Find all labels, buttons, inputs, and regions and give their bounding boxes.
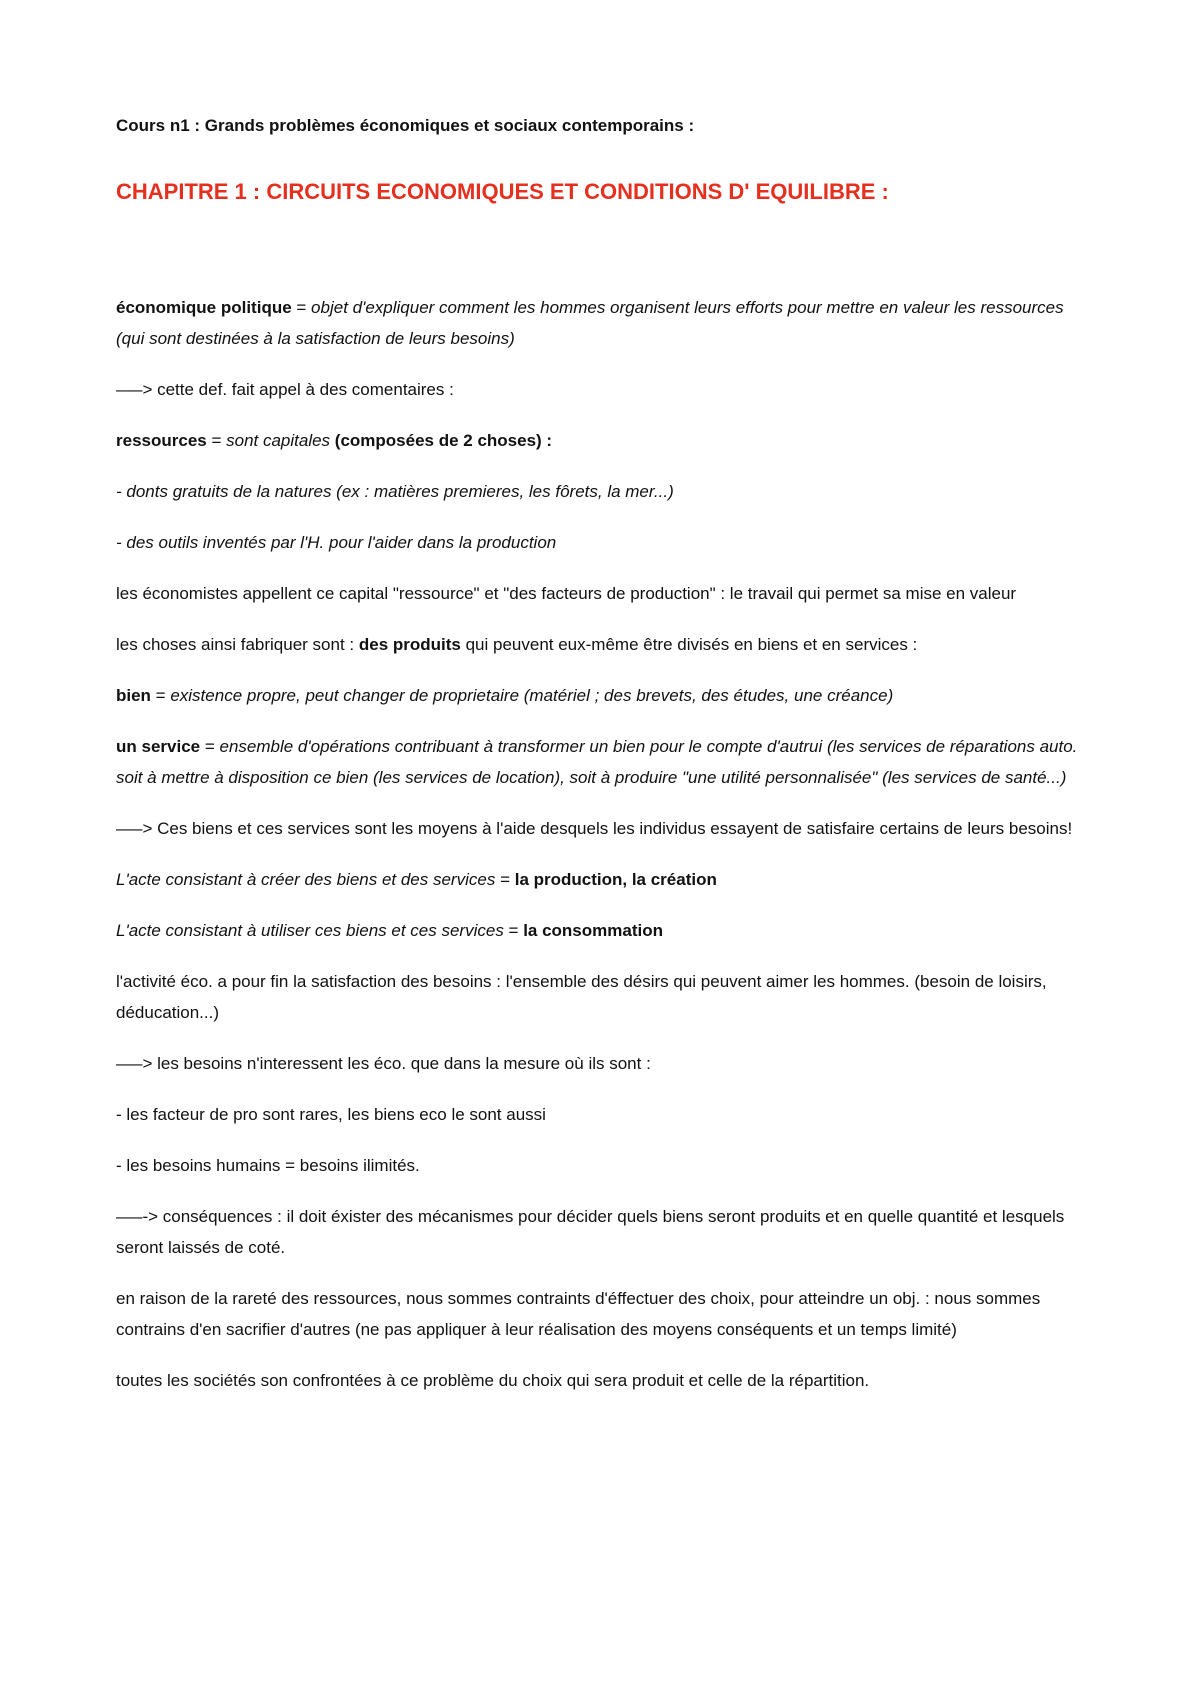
separator: =: [495, 870, 515, 889]
paragraph-consequences: –—-> conséquences : il doit éxister des mécanismes pour décider quels biens seront produits et en quelle quantité et lesquels seront laissés de coté.: [116, 1207, 1065, 1257]
separator: =: [206, 431, 227, 450]
term: économique politique: [116, 298, 292, 317]
paragraph-economie-politique: [116, 292, 1096, 354]
paragraph-besoins: –—> les besoins n'interessent les éco. que dans la mesure où ils sont :: [116, 1054, 651, 1073]
separator: =: [291, 298, 312, 317]
paragraph-activite: l'activité éco. a pour fin la satisfaction des besoins : l'ensemble des désirs qui peuvent aimer les hommes. (besoin de loisirs, déducation...): [116, 972, 1047, 1022]
separator: =: [503, 921, 524, 940]
paragraph-rarete: en raison de la rareté des ressources, nous sommes contraints d'éffectuer des choix, pour atteindre un obj. : nous sommes contrains d'en sacrifier d'autres (ne pas appliquer à leur réalisation des moyens conséquents et un temps limité): [116, 1289, 1041, 1339]
text-italic: L'acte consistant à utiliser ces biens et ces services: [116, 921, 504, 940]
list-item-facteurs: - les facteur de pro sont rares, les biens eco le sont aussi: [116, 1105, 546, 1124]
list-item-dons-gratuits: - donts gratuits de la natures (ex : matières premieres, les fôrets, la mer...): [116, 482, 674, 501]
paragraph-societes: toutes les sociétés son confrontées à ce problème du choix qui sera produit et celle de la répartition.: [116, 1371, 870, 1390]
term: ressources: [116, 431, 207, 450]
text-bold: la production, la création: [514, 870, 717, 889]
text-pre: les choses ainsi fabriquer sont :: [116, 635, 359, 654]
term: un service: [116, 737, 201, 756]
list-item-besoins-humains: - les besoins humains = besoins ilimités.: [116, 1156, 420, 1175]
definition: sont capitales: [226, 431, 331, 450]
paragraph-service: [116, 731, 1096, 793]
term: bien: [116, 686, 151, 705]
definition: ensemble d'opérations contribuant à transformer un bien pour le compte d'autrui (les services de réparations auto. soit à mettre à disposition ce bien (les services de location), soit à produire "une utilité personnalisée" (les services de santé...): [116, 737, 1078, 787]
list-item-outils: - des outils inventés par l'H. pour l'aider dans la production: [116, 533, 557, 552]
paragraph-ressources: [116, 425, 1096, 456]
text-bold: des produits: [358, 635, 461, 654]
document-page: [116, 112, 1096, 1396]
paragraph-consommation: [116, 915, 1096, 946]
chapter-title: CHAPITRE 1 : CIRCUITS ECONOMIQUES ET CONDITIONS D' EQUILIBRE :: [116, 179, 889, 204]
paragraph-production: [116, 864, 1096, 895]
text-post: qui peuvent eux-même être divisés en biens et en services :: [460, 635, 918, 654]
course-header: Cours n1 : Grands problèmes économiques et sociaux contemporains :: [116, 116, 695, 135]
paragraph-biens-services: –—> Ces biens et ces services sont les moyens à l'aide desquels les individus essayent de satisfaire certains de leurs besoins!: [116, 819, 1073, 838]
definition: objet d'expliquer comment les hommes organisent leurs efforts pour mettre en valeur les ressources (qui sont destinées à la satisfaction de leurs besoins): [116, 298, 1064, 348]
definition: existence propre, peut changer de proprietaire (matériel ; des brevets, des études, une créance): [170, 686, 894, 705]
separator: =: [200, 737, 220, 756]
paragraph-bien: [116, 680, 1096, 711]
text-bold: la consommation: [523, 921, 663, 940]
definition-rest: (composées de 2 choses) :: [330, 431, 553, 450]
separator: =: [150, 686, 171, 705]
paragraph-comment-intro: –—> cette def. fait appel à des comentaires :: [116, 380, 454, 399]
text-italic: L'acte consistant à créer des biens et des services: [116, 870, 496, 889]
paragraph-produits: [116, 629, 1096, 660]
paragraph-economistes: les économistes appellent ce capital "ressource" et "des facteurs de production" : le travail qui permet sa mise en valeur: [116, 584, 1017, 603]
